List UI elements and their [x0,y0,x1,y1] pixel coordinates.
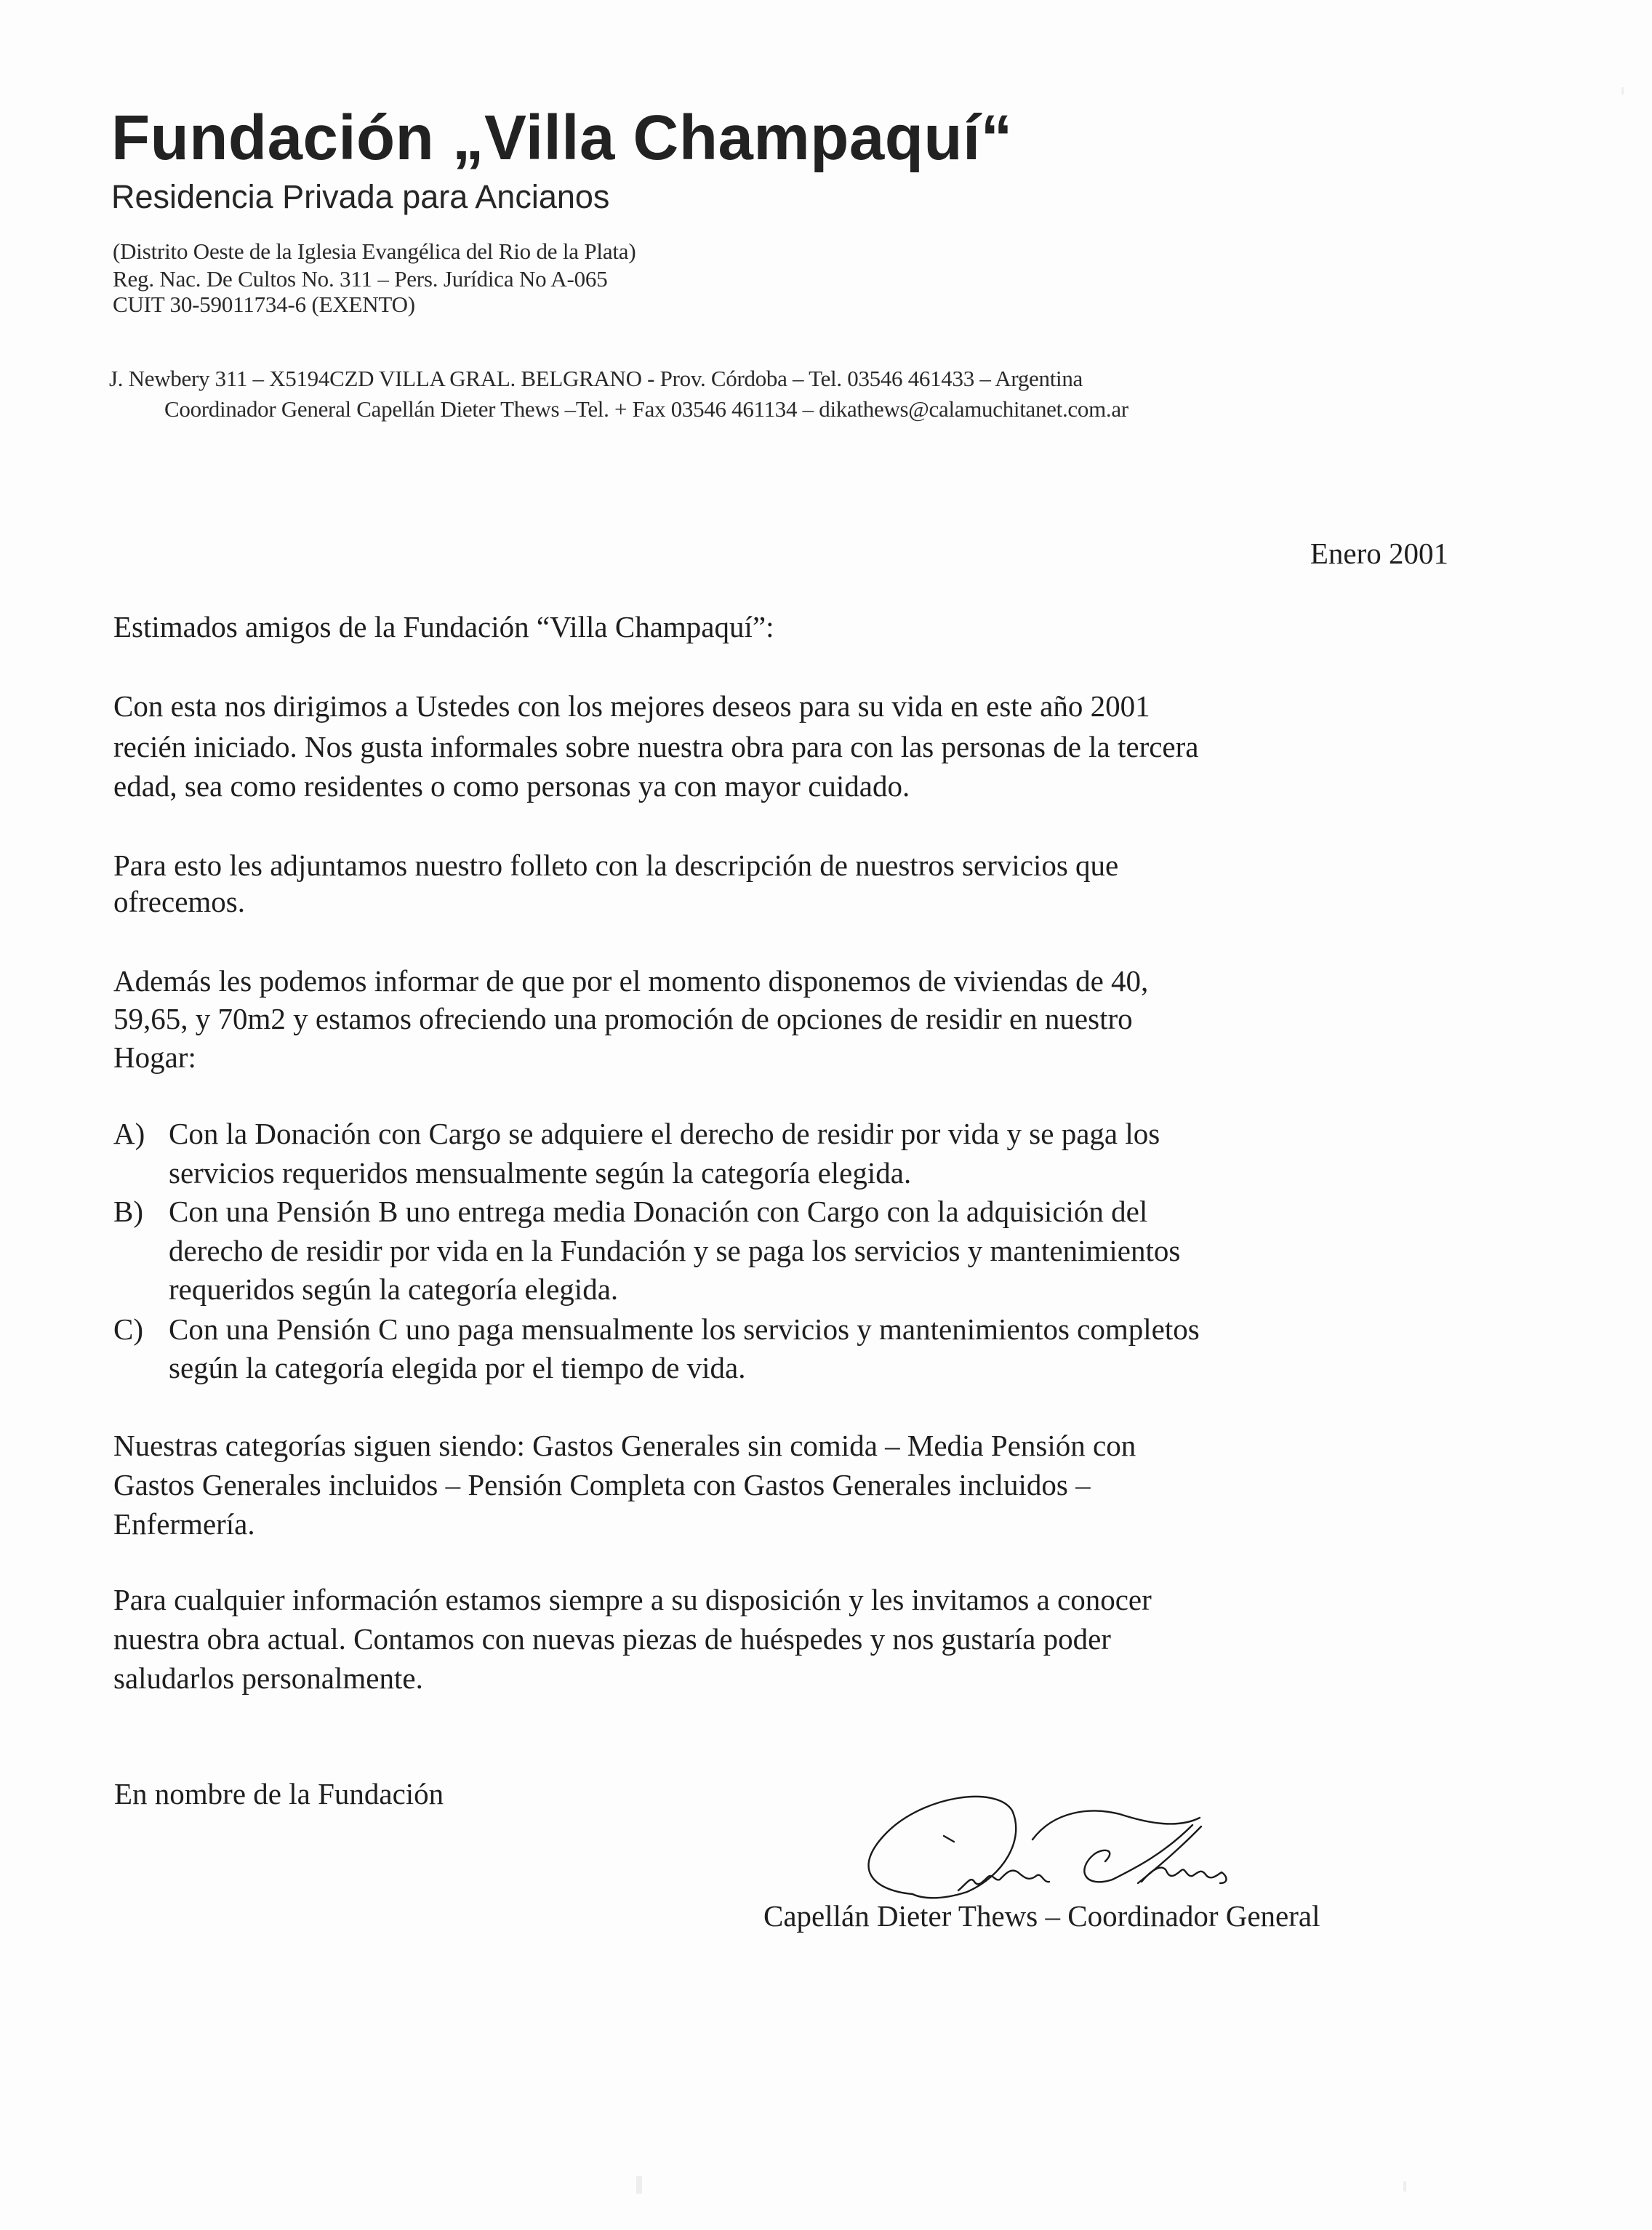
paragraph-line: Enfermería. [113,1507,255,1541]
option-line: Con la Donación con Cargo se adquiere el derecho de residir por vida y se paga los [169,1117,1160,1150]
salutation: Estimados amigos de la Fundación “Villa Champaquí”: [113,610,774,643]
option-line: Con una Pensión B uno entrega media Donación con Cargo con la adquisición del [169,1195,1148,1228]
scan-speck [1403,2181,1406,2191]
signature-stroke [1142,1868,1227,1883]
option-line: Con una Pensión C uno paga mensualmente los servicios y mantenimientos completos [169,1312,1200,1346]
option-label: A) [113,1117,145,1150]
paragraph-line: Nuestras categorías siguen siendo: Gastos Generales sin comida – Media Pensión con [113,1429,1136,1462]
foundation-title: Fundación „Villa Champaquí“ [111,103,1013,173]
scan-speck [636,2176,642,2194]
closing-line: En nombre de la Fundación [114,1777,444,1810]
option-line: requeridos según la categoría elegida. [169,1272,619,1306]
signature-stroke [958,1871,1049,1890]
paragraph-line: Para cualquier información estamos siempre a su disposición y les invitamos a conocer [113,1583,1152,1616]
contact-line: Coordinador General Capellán Dieter Thews –Tel. + Fax 03546 461134 – dikathews@calamuchitanet.com.ar [164,396,1128,422]
paragraph-line: Hogar: [113,1040,196,1074]
paragraph-line: saludarlos personalmente. [113,1661,423,1695]
signature-stroke [944,1836,954,1842]
signer-name: Capellán Dieter Thews – Coordinador General [763,1899,1320,1933]
option-line: según la categoría elegida por el tiempo de vida. [169,1351,746,1384]
handwritten-signature [843,1781,1236,1912]
option-label: B) [113,1195,143,1228]
scan-speck [1621,87,1624,95]
registration-line: Reg. Nac. De Cultos No. 311 – Pers. Jurídica No A-065 [113,266,608,292]
paragraph-line: nuestra obra actual. Contamos con nuevas piezas de huéspedes y nos gustaría poder [113,1622,1111,1656]
paragraph-line: recién iniciado. Nos gusta informales sobre nuestra obra para con las personas de la tercera [113,730,1199,763]
paragraph-line: Además les podemos informar de que por el momento disponemos de viviendas de 40, [113,964,1149,998]
option-line: derecho de residir por vida en la Fundación y se paga los servicios y mantenimientos [169,1234,1181,1267]
paragraph-line: edad, sea como residentes o como personas ya con mayor cuidado. [113,769,910,803]
foundation-subtitle: Residencia Privada para Ancianos [111,178,610,215]
paragraph-line: Gastos Generales incluidos – Pensión Completa con Gastos Generales incluidos – [113,1468,1091,1501]
registration-line: (Distrito Oeste de la Iglesia Evangélica del Rio de la Plata) [113,238,636,264]
paragraph-line: 59,65, y 70m2 y estamos ofreciendo una promoción de opciones de residir en nuestro [113,1002,1133,1035]
letter-date: Enero 2001 [1310,537,1448,570]
paragraph-line: ofrecemos. [113,885,245,918]
registration-line: CUIT 30-59011734-6 (EXENTO) [113,292,415,317]
signature-stroke [869,1797,1017,1898]
paragraph-line: Con esta nos dirigimos a Ustedes con los mejores deseos para su vida en este año 2001 [113,689,1150,723]
signature-stroke [1032,1811,1200,1840]
option-line: servicios requeridos mensualmente según la categoría elegida. [169,1156,912,1190]
paragraph-line: Para esto les adjuntamos nuestro folleto con la descripción de nuestros servicios que [113,849,1119,882]
address-line: J. Newbery 311 – X5194CZD VILLA GRAL. BELGRANO - Prov. Córdoba – Tel. 03546 461433 – Argentina [109,366,1083,391]
option-label: C) [113,1312,143,1346]
